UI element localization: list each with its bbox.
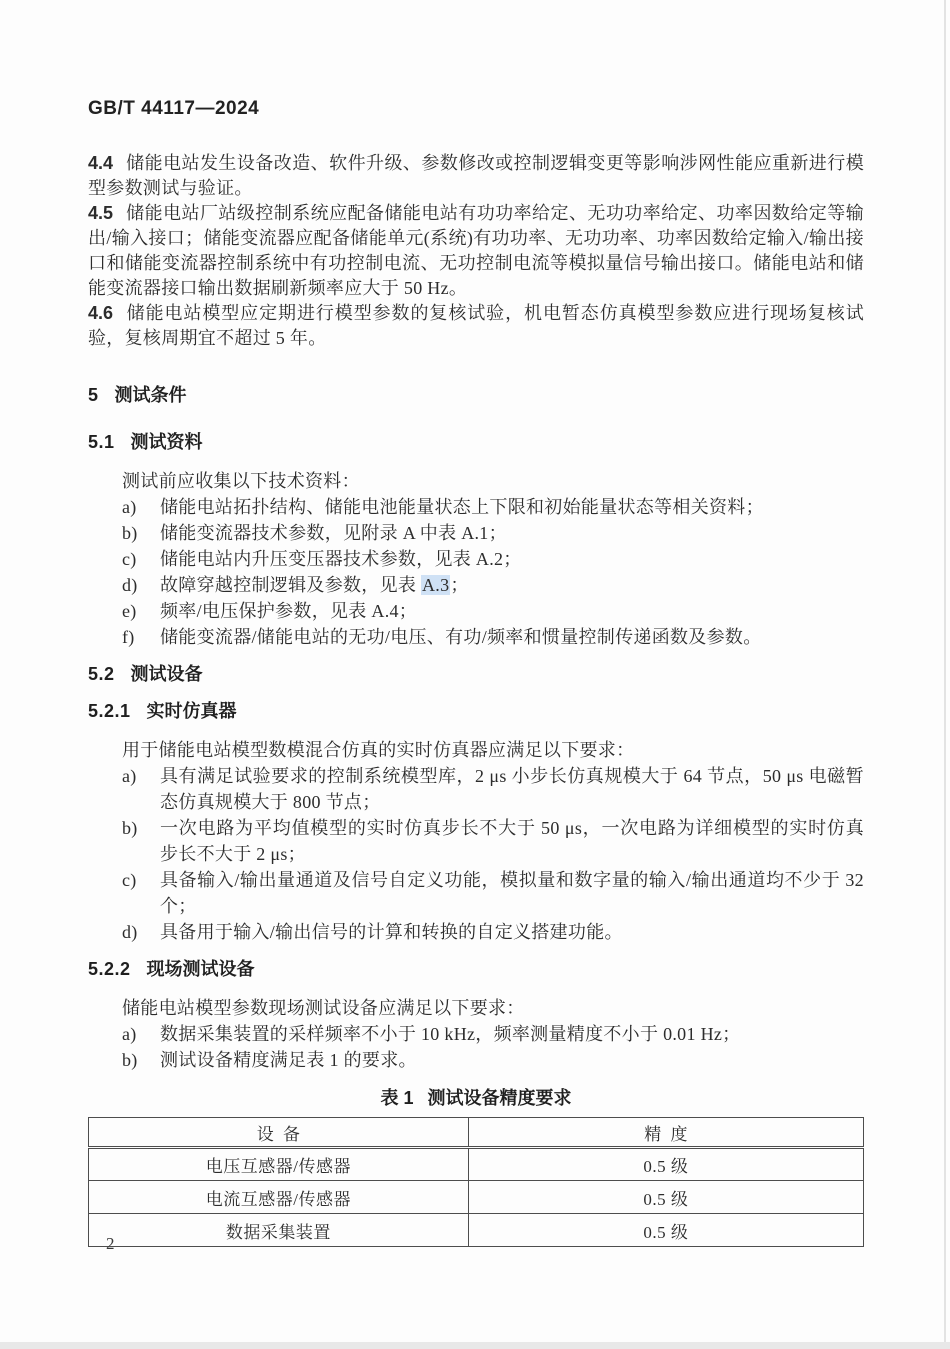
table-row — [89, 1181, 864, 1214]
section-5-2-1-intro: 用于储能电站模型数模混合仿真的实时仿真器应满足以下要求： — [122, 740, 635, 760]
clause-4-4 — [88, 151, 864, 201]
item-label: c) — [122, 549, 137, 569]
standard-code: GB/T 44117—2024 — [88, 98, 260, 119]
table-row — [89, 1148, 864, 1181]
section-5-2-heading — [88, 662, 864, 687]
heading-title: 实时仿真器 — [146, 701, 237, 721]
accuracy-cell: 0.5 级 — [468, 1148, 863, 1181]
item-text: 储能电站拓扑结构、储能电池能量状态上下限和初始能量状态等相关资料； — [160, 497, 764, 517]
item-text: 数据采集装置的采样频率不小于 10 kHz，频率测量精度不小于 0.01 Hz； — [160, 1024, 741, 1044]
item-text-before: 故障穿越控制逻辑及参数，见表 — [160, 575, 421, 595]
clause-text: 储能电站厂站级控制系统应配备储能电站有功功率给定、无功功率给定、功率因数给定等输出/输入接口；储能变流器应配备储能单元(系统)有功功率、无功功率、功率因数给定输入/输出接口和储能变流器控制系统中有功控制电流、无功控制电流等模拟量信号输出接口。储能电站和储能变流器接口输出数据刷新频率应大于 50 Hz。 — [88, 203, 864, 298]
item-label: d) — [122, 575, 138, 595]
device-cell: 电压互感器/传感器 — [89, 1148, 469, 1181]
item-text: 具有满足试验要求的控制系统模型库，2 μs 小步长仿真规模大于 64 节点，50 μs 电磁暂态仿真规模大于 800 节点； — [160, 766, 864, 812]
item-label: a) — [122, 497, 137, 517]
page-bottom-edge — [0, 1342, 950, 1349]
column-header-device: 设备 — [89, 1118, 469, 1148]
list-item — [88, 1047, 864, 1073]
item-label: b) — [122, 1050, 138, 1070]
item-text: 测试设备精度满足表 1 的要求。 — [160, 1050, 417, 1070]
heading-number: 5 — [88, 385, 99, 405]
list-item — [88, 598, 864, 624]
heading-title: 测试设备 — [130, 664, 203, 684]
item-label: f) — [122, 627, 135, 647]
list-item — [88, 919, 864, 945]
device-cell: 数据采集装置 — [89, 1214, 469, 1247]
clause-text: 储能电站模型应定期进行模型参数的复核试验，机电暂态仿真模型参数应进行现场复核试验，复核周期宜不超过 5 年。 — [88, 303, 864, 348]
item-text: 具备输入/输出量通道及信号自定义功能，模拟量和数字量的输入/输出通道均不少于 32 个； — [160, 870, 864, 916]
heading-number: 5.2.2 — [88, 959, 131, 979]
section-5-1-intro: 测试前应收集以下技术资料： — [122, 471, 360, 491]
list-item — [88, 494, 864, 520]
clause-number: 4.6 — [88, 303, 114, 323]
clause-4-6 — [88, 301, 864, 351]
item-text: 具备用于输入/输出信号的计算和转换的自定义搭建功能。 — [160, 922, 623, 942]
table-caption-title: 测试设备精度要求 — [427, 1088, 572, 1108]
clause-number: 4.5 — [88, 203, 114, 223]
item-text — [160, 572, 864, 598]
item-text: 一次电路为平均值模型的实时仿真步长不大于 50 μs，一次电路为详细模型的实时仿真步长不大于 2 μs； — [160, 818, 864, 864]
item-label: a) — [122, 766, 137, 786]
precision-table — [88, 1117, 864, 1247]
accuracy-cell: 0.5 级 — [468, 1181, 863, 1214]
list-item — [88, 624, 864, 650]
item-text-after: ； — [450, 575, 469, 595]
item-text: 频率/电压保护参数，见表 A.4； — [160, 601, 418, 621]
list-item — [88, 867, 864, 919]
accuracy-cell: 0.5 级 — [468, 1214, 863, 1247]
list-item — [88, 1021, 864, 1047]
list-item — [88, 815, 864, 867]
section-5-1-heading — [88, 430, 864, 455]
column-header-accuracy: 精度 — [468, 1118, 863, 1148]
heading-number: 5.2 — [88, 664, 115, 684]
table-header-row — [89, 1118, 864, 1148]
section-5-2-2-intro: 储能电站模型参数现场测试设备应满足以下要求： — [122, 998, 525, 1018]
table-1-caption — [88, 1086, 864, 1111]
item-label: b) — [122, 818, 138, 838]
table-ref-highlight: A.3 — [422, 575, 450, 595]
item-text: 储能电站内升压变压器技术参数，见表 A.2； — [160, 549, 522, 569]
heading-number: 5.2.1 — [88, 701, 131, 721]
item-text: 储能变流器技术参数，见附录 A 中表 A.1； — [160, 523, 507, 543]
section-5-2-2-list — [88, 1021, 864, 1073]
item-label: e) — [122, 601, 137, 621]
item-text: 储能变流器/储能电站的无功/电压、有功/频率和惯量控制传递函数及参数。 — [160, 627, 762, 647]
heading-number: 5.1 — [88, 432, 115, 452]
list-item — [88, 520, 864, 546]
table-row — [89, 1214, 864, 1247]
section-5-2-1-list — [88, 763, 864, 945]
device-cell: 电流互感器/传感器 — [89, 1181, 469, 1214]
table-caption-label: 表 1 — [380, 1088, 414, 1108]
section-5-2-2-heading — [88, 957, 864, 982]
heading-title: 现场测试设备 — [146, 959, 255, 979]
page-content — [88, 0, 864, 1247]
item-label: b) — [122, 523, 138, 543]
clause-4-5 — [88, 201, 864, 301]
section-5-heading — [88, 383, 864, 408]
section-5-2-1-heading — [88, 699, 864, 724]
page-right-edge — [944, 0, 946, 1349]
list-item — [88, 572, 864, 598]
heading-title: 测试资料 — [130, 432, 203, 452]
section-5-1-list — [88, 494, 864, 650]
page-number: 2 — [106, 1234, 115, 1253]
list-item — [88, 546, 864, 572]
item-label: c) — [122, 870, 137, 890]
item-label: a) — [122, 1024, 137, 1044]
item-label: d) — [122, 922, 138, 942]
clause-number: 4.4 — [88, 153, 114, 173]
list-item — [88, 763, 864, 815]
clause-text: 储能电站发生设备改造、软件升级、参数修改或控制逻辑变更等影响涉网性能应重新进行模型参数测试与验证。 — [88, 153, 864, 198]
heading-title: 测试条件 — [114, 385, 187, 405]
